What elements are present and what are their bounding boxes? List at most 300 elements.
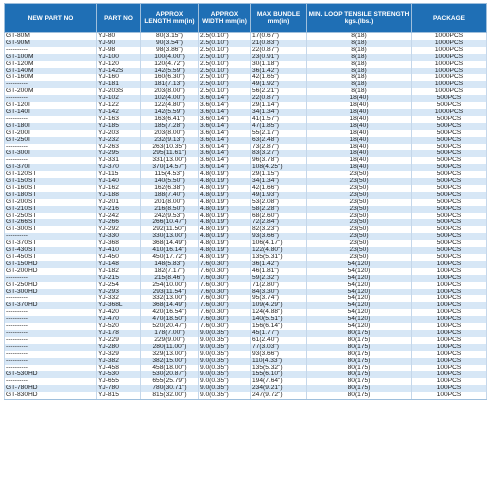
cell-max-bundle: 194(7.64") bbox=[251, 378, 307, 385]
cell-max-bundle: 58(2.28") bbox=[251, 206, 307, 213]
cell-part-no: YJ-163 bbox=[97, 116, 141, 123]
cell-new-part-no: GT-370HD bbox=[5, 302, 97, 309]
cell-tensile-strength: 18(40) bbox=[307, 130, 412, 137]
cell-tensile-strength: 18(40) bbox=[307, 102, 412, 109]
cell-width: 4.8(0.19") bbox=[199, 254, 251, 261]
cell-tensile-strength: 8(18) bbox=[307, 47, 412, 54]
cell-part-no: YJ-458 bbox=[97, 365, 141, 372]
cell-package: 500PCS bbox=[412, 192, 487, 199]
cell-length: 331(13.00") bbox=[141, 157, 199, 164]
cell-length: 100(4.00") bbox=[141, 54, 199, 61]
cell-tensile-strength: 18(40) bbox=[307, 164, 412, 171]
cell-width: 9.0(0.35") bbox=[199, 337, 251, 344]
table-row bbox=[5, 309, 487, 316]
cell-tensile-strength: 80(175) bbox=[307, 330, 412, 337]
table-row bbox=[5, 61, 487, 68]
cell-new-part-no: ---------- bbox=[5, 344, 97, 351]
cell-new-part-no: GT-300ST bbox=[5, 226, 97, 233]
cell-length: 254(10.00") bbox=[141, 282, 199, 289]
cell-max-bundle: 23(0.91") bbox=[251, 54, 307, 61]
cell-max-bundle: 135(5.31") bbox=[251, 254, 307, 261]
cell-part-no: YJ-293 bbox=[97, 289, 141, 296]
cell-package: 100PCS bbox=[412, 282, 487, 289]
cell-tensile-strength: 80(175) bbox=[307, 385, 412, 392]
cell-width: 9.0(0.35") bbox=[199, 378, 251, 385]
cell-tensile-strength: 23(50) bbox=[307, 213, 412, 220]
table-row bbox=[5, 40, 487, 47]
cell-length: 458(18.00") bbox=[141, 365, 199, 372]
cell-width: 4.8(0.19") bbox=[199, 219, 251, 226]
cell-width: 2.5(0.10") bbox=[199, 54, 251, 61]
cell-max-bundle: 71(2.80") bbox=[251, 282, 307, 289]
table-row bbox=[5, 254, 487, 261]
table-row bbox=[5, 74, 487, 81]
cell-new-part-no: GT-140I bbox=[5, 109, 97, 116]
cell-package: 100PCS bbox=[412, 365, 487, 372]
cell-new-part-no: ---------- bbox=[5, 47, 97, 54]
cell-part-no: YJ-98 bbox=[97, 47, 141, 54]
cell-length: 330(13.00") bbox=[141, 233, 199, 240]
cell-package: 500PCS bbox=[412, 157, 487, 164]
cell-tensile-strength: 23(50) bbox=[307, 219, 412, 226]
cell-part-no: YJ-216 bbox=[97, 206, 141, 213]
cell-width: 3.6(0.14") bbox=[199, 137, 251, 144]
cell-max-bundle: 73(2.87") bbox=[251, 144, 307, 151]
cell-new-part-no: GT-530HD bbox=[5, 371, 97, 378]
cell-package: 100PCS bbox=[412, 392, 487, 399]
cell-new-part-no: ---------- bbox=[5, 351, 97, 358]
cell-width: 9.0(0.35") bbox=[199, 358, 251, 365]
cell-tensile-strength: 18(40) bbox=[307, 157, 412, 164]
header-length: APPROX LENGTH mm(in) bbox=[141, 4, 199, 33]
cell-part-no: YJ-148 bbox=[97, 261, 141, 268]
cell-max-bundle: 68(2.60") bbox=[251, 213, 307, 220]
cell-tensile-strength: 23(50) bbox=[307, 206, 412, 213]
cell-length: 140(5.50") bbox=[141, 178, 199, 185]
cell-width: 3.6(0.14") bbox=[199, 164, 251, 171]
cell-width: 3.6(0.14") bbox=[199, 130, 251, 137]
table-row bbox=[5, 337, 487, 344]
cell-tensile-strength: 80(175) bbox=[307, 378, 412, 385]
cell-width: 4.8(0.19") bbox=[199, 233, 251, 240]
cell-part-no: YJ-815 bbox=[97, 392, 141, 399]
cell-max-bundle: 109(4.29") bbox=[251, 302, 307, 309]
cell-tensile-strength: 54(120) bbox=[307, 282, 412, 289]
cell-package: 500PCS bbox=[412, 240, 487, 247]
cell-new-part-no: ---------- bbox=[5, 81, 97, 88]
cell-new-part-no: GT-200I bbox=[5, 130, 97, 137]
cell-new-part-no: GT-266ST bbox=[5, 219, 97, 226]
cell-new-part-no: GT-160ST bbox=[5, 185, 97, 192]
cell-max-bundle: 122(4.80") bbox=[251, 247, 307, 254]
cell-package: 500PCS bbox=[412, 233, 487, 240]
cell-max-bundle: 36(1.42") bbox=[251, 261, 307, 268]
cell-package: 100PCS bbox=[412, 323, 487, 330]
cell-tensile-strength: 54(120) bbox=[307, 302, 412, 309]
table-row bbox=[5, 240, 487, 247]
cell-new-part-no: GT-80M bbox=[5, 33, 97, 40]
cell-new-part-no: GT-210ST bbox=[5, 206, 97, 213]
cell-tensile-strength: 23(50) bbox=[307, 199, 412, 206]
cell-width: 2.5(0.10") bbox=[199, 47, 251, 54]
cell-max-bundle: 155(6.10") bbox=[251, 371, 307, 378]
cell-new-part-no: ---------- bbox=[5, 116, 97, 123]
cell-length: 215(8.46") bbox=[141, 275, 199, 282]
cell-max-bundle: 36(1.42") bbox=[251, 68, 307, 75]
cell-tensile-strength: 54(120) bbox=[307, 289, 412, 296]
cell-new-part-no: GT-200ST bbox=[5, 199, 97, 206]
cell-part-no: YJ-332 bbox=[97, 295, 141, 302]
cell-length: 420(16.54") bbox=[141, 309, 199, 316]
cell-new-part-no: GT-250ST bbox=[5, 213, 97, 220]
cell-new-part-no: GT-300HD bbox=[5, 289, 97, 296]
cell-package: 100PCS bbox=[412, 371, 487, 378]
cell-new-part-no: GT-100M bbox=[5, 54, 97, 61]
table-row bbox=[5, 130, 487, 137]
cell-new-part-no: GT-120I bbox=[5, 102, 97, 109]
cell-length: 182(7.17") bbox=[141, 268, 199, 275]
cell-part-no: YJ-181 bbox=[97, 81, 141, 88]
cell-width: 2.5(0.10") bbox=[199, 74, 251, 81]
cell-package: 500PCS bbox=[412, 171, 487, 178]
cell-tensile-strength: 54(120) bbox=[307, 316, 412, 323]
table-row bbox=[5, 150, 487, 157]
table-row bbox=[5, 54, 487, 61]
table-row bbox=[5, 371, 487, 378]
cell-tensile-strength: 8(18) bbox=[307, 74, 412, 81]
cell-max-bundle: 55(2.17") bbox=[251, 130, 307, 137]
table-row bbox=[5, 88, 487, 95]
cell-tensile-strength: 80(175) bbox=[307, 392, 412, 399]
cell-package: 500PCS bbox=[412, 102, 487, 109]
cell-width: 9.0(0.35") bbox=[199, 371, 251, 378]
table-row bbox=[5, 392, 487, 399]
cell-length: 98(3.86") bbox=[141, 47, 199, 54]
cell-new-part-no: ---------- bbox=[5, 295, 97, 302]
cell-tensile-strength: 18(40) bbox=[307, 144, 412, 151]
cell-width: 9.0(0.35") bbox=[199, 365, 251, 372]
cell-width: 7.6(0.30") bbox=[199, 295, 251, 302]
table-row bbox=[5, 123, 487, 130]
cell-new-part-no: GT-250I bbox=[5, 137, 97, 144]
cell-new-part-no: ---------- bbox=[5, 157, 97, 164]
cell-tensile-strength: 23(50) bbox=[307, 247, 412, 254]
table-row bbox=[5, 261, 487, 268]
cell-length: 293(11.54") bbox=[141, 289, 199, 296]
cell-new-part-no: ---------- bbox=[5, 95, 97, 102]
cell-length: 185(7.28") bbox=[141, 123, 199, 130]
table-row bbox=[5, 330, 487, 337]
cell-part-no: YJ-370 bbox=[97, 164, 141, 171]
cell-new-part-no: ---------- bbox=[5, 275, 97, 282]
table-row bbox=[5, 199, 487, 206]
cell-width: 3.6(0.14") bbox=[199, 116, 251, 123]
cell-max-bundle: 84(3.30") bbox=[251, 289, 307, 296]
cell-tensile-strength: 18(40) bbox=[307, 123, 412, 130]
cell-part-no: YJ-120 bbox=[97, 61, 141, 68]
cell-new-part-no: ---------- bbox=[5, 144, 97, 151]
header-part-no: PART NO bbox=[97, 4, 141, 33]
table-row bbox=[5, 268, 487, 275]
cell-package: 100PCS bbox=[412, 309, 487, 316]
cell-tensile-strength: 8(18) bbox=[307, 61, 412, 68]
cell-length: 142(5.59") bbox=[141, 109, 199, 116]
cell-max-bundle: 82(3.23") bbox=[251, 226, 307, 233]
cell-part-no: YJ-330 bbox=[97, 233, 141, 240]
cell-new-part-no: GT-370I bbox=[5, 164, 97, 171]
cell-length: 115(4.53") bbox=[141, 171, 199, 178]
cell-part-no: YJ-420 bbox=[97, 309, 141, 316]
cell-length: 368(14.49") bbox=[141, 240, 199, 247]
cell-package: 500PCS bbox=[412, 137, 487, 144]
table-row bbox=[5, 295, 487, 302]
cell-part-no: YJ-280 bbox=[97, 344, 141, 351]
cell-part-no: YJ-115 bbox=[97, 171, 141, 178]
cell-part-no: YJ-470 bbox=[97, 316, 141, 323]
cell-tensile-strength: 54(120) bbox=[307, 323, 412, 330]
cell-max-bundle: 124(4.88") bbox=[251, 309, 307, 316]
cell-length: 370(14.57") bbox=[141, 164, 199, 171]
cell-package: 500PCS bbox=[412, 123, 487, 130]
cell-max-bundle: 95(3.74") bbox=[251, 295, 307, 302]
cell-part-no: YJ-254 bbox=[97, 282, 141, 289]
cell-max-bundle: 93(3.66") bbox=[251, 351, 307, 358]
cell-package: 1000PCS bbox=[412, 47, 487, 54]
table-row bbox=[5, 206, 487, 213]
table-row bbox=[5, 95, 487, 102]
cell-max-bundle: 135(5.32") bbox=[251, 365, 307, 372]
cell-new-part-no: GT-250HD bbox=[5, 282, 97, 289]
table-row bbox=[5, 358, 487, 365]
cell-part-no: YJ-203 bbox=[97, 130, 141, 137]
cell-tensile-strength: 18(40) bbox=[307, 150, 412, 157]
table-row bbox=[5, 365, 487, 372]
cell-max-bundle: 234(9.21") bbox=[251, 385, 307, 392]
table-row bbox=[5, 213, 487, 220]
cell-part-no: YJ-160 bbox=[97, 74, 141, 81]
cell-tensile-strength: 23(50) bbox=[307, 240, 412, 247]
cell-part-no: YJ-80 bbox=[97, 33, 141, 40]
cell-length: 232(9.13") bbox=[141, 137, 199, 144]
cell-max-bundle: 247(9.72") bbox=[251, 392, 307, 399]
cell-max-bundle: 17(0.67") bbox=[251, 33, 307, 40]
cell-tensile-strength: 54(120) bbox=[307, 275, 412, 282]
cell-tensile-strength: 8(18) bbox=[307, 40, 412, 47]
cell-max-bundle: 42(1.66") bbox=[251, 185, 307, 192]
cell-part-no: YJ-410 bbox=[97, 247, 141, 254]
cell-width: 3.6(0.14") bbox=[199, 102, 251, 109]
cell-package: 500PCS bbox=[412, 144, 487, 151]
cell-max-bundle: 47(1.85") bbox=[251, 123, 307, 130]
cell-part-no: YJ-780 bbox=[97, 385, 141, 392]
cell-width: 7.6(0.30") bbox=[199, 309, 251, 316]
cell-width: 3.6(0.14") bbox=[199, 109, 251, 116]
cell-new-part-no: ---------- bbox=[5, 316, 97, 323]
table-row bbox=[5, 192, 487, 199]
cell-package: 500PCS bbox=[412, 199, 487, 206]
cell-max-bundle: 22(0.87") bbox=[251, 47, 307, 54]
table-row bbox=[5, 323, 487, 330]
table-row bbox=[5, 171, 487, 178]
cell-package: 100PCS bbox=[412, 295, 487, 302]
cell-part-no: YJ-232 bbox=[97, 137, 141, 144]
cell-length: 229(9.00") bbox=[141, 337, 199, 344]
cell-width: 9.0(0.35") bbox=[199, 351, 251, 358]
table-row bbox=[5, 275, 487, 282]
table-row bbox=[5, 81, 487, 88]
cell-package: 1000PCS bbox=[412, 81, 487, 88]
spec-table-container bbox=[4, 3, 486, 400]
cell-width: 4.8(0.19") bbox=[199, 171, 251, 178]
table-row bbox=[5, 185, 487, 192]
cell-length: 242(9.53") bbox=[141, 213, 199, 220]
cell-tensile-strength: 18(40) bbox=[307, 109, 412, 116]
cell-package: 500PCS bbox=[412, 226, 487, 233]
cell-package: 500PCS bbox=[412, 116, 487, 123]
table-row bbox=[5, 316, 487, 323]
cell-max-bundle: 30(1.18") bbox=[251, 61, 307, 68]
table-row bbox=[5, 247, 487, 254]
table-row bbox=[5, 344, 487, 351]
table-row bbox=[5, 68, 487, 75]
cell-length: 295(11.61") bbox=[141, 150, 199, 157]
header-max-bundle: MAX BUNDLE mm(in) bbox=[251, 4, 307, 33]
cell-part-no: YJ-242 bbox=[97, 213, 141, 220]
cell-length: 382(15.00") bbox=[141, 358, 199, 365]
cell-length: 142(5.59") bbox=[141, 68, 199, 75]
cell-max-bundle: 56(2.21") bbox=[251, 88, 307, 95]
cell-width: 2.5(0.10") bbox=[199, 33, 251, 40]
header-tensile-strength: MIN. LOOP TENSILE STRENGTH kgs.(lbs.) bbox=[307, 4, 412, 33]
cell-tensile-strength: 8(18) bbox=[307, 68, 412, 75]
cell-part-no: YJ-382 bbox=[97, 358, 141, 365]
cell-width: 7.6(0.30") bbox=[199, 316, 251, 323]
cell-length: 181(7.13") bbox=[141, 81, 199, 88]
cell-width: 4.8(0.19") bbox=[199, 247, 251, 254]
header-new-part-no: NEW PART NO bbox=[5, 4, 97, 33]
cell-tensile-strength: 54(120) bbox=[307, 268, 412, 275]
cell-width: 2.5(0.10") bbox=[199, 40, 251, 47]
cell-part-no: YJ-90 bbox=[97, 40, 141, 47]
cell-length: 80(3.15") bbox=[141, 33, 199, 40]
cell-width: 9.0(0.35") bbox=[199, 392, 251, 399]
cell-length: 203(8.00") bbox=[141, 88, 199, 95]
cell-length: 148(5.83") bbox=[141, 261, 199, 268]
cell-width: 4.8(0.19") bbox=[199, 213, 251, 220]
cell-new-part-no: ---------- bbox=[5, 337, 97, 344]
cell-new-part-no: GT-150HD bbox=[5, 261, 97, 268]
cell-max-bundle: 45(1.77") bbox=[251, 330, 307, 337]
cell-package: 100PCS bbox=[412, 344, 487, 351]
cell-length: 162(6.38") bbox=[141, 185, 199, 192]
cell-length: 329(13.00") bbox=[141, 351, 199, 358]
cell-part-no: YJ-142S bbox=[97, 68, 141, 75]
table-row bbox=[5, 33, 487, 40]
cell-tensile-strength: 80(175) bbox=[307, 344, 412, 351]
cell-part-no: YJ-188 bbox=[97, 192, 141, 199]
cell-width: 9.0(0.35") bbox=[199, 330, 251, 337]
cell-width: 2.5(0.10") bbox=[199, 61, 251, 68]
cell-package: 500PCS bbox=[412, 219, 487, 226]
cell-max-bundle: 49(1.93") bbox=[251, 192, 307, 199]
cell-length: 280(11.00") bbox=[141, 344, 199, 351]
cell-width: 7.6(0.30") bbox=[199, 302, 251, 309]
cell-part-no: YJ-329 bbox=[97, 351, 141, 358]
cell-new-part-no: ---------- bbox=[5, 309, 97, 316]
cell-new-part-no: GT-200HD bbox=[5, 268, 97, 275]
cell-part-no: YJ-530 bbox=[97, 371, 141, 378]
cell-length: 530(20.87") bbox=[141, 371, 199, 378]
cell-new-part-no: GT-140M bbox=[5, 68, 97, 75]
cell-package: 500PCS bbox=[412, 247, 487, 254]
cell-new-part-no: GT-300I bbox=[5, 150, 97, 157]
cell-package: 500PCS bbox=[412, 150, 487, 157]
cell-width: 4.8(0.19") bbox=[199, 178, 251, 185]
header-package: PACKAGE bbox=[412, 4, 487, 33]
cell-new-part-no: ---------- bbox=[5, 323, 97, 330]
cell-max-bundle: 108(4.25") bbox=[251, 164, 307, 171]
cell-part-no: YJ-655 bbox=[97, 378, 141, 385]
cell-max-bundle: 42(1.65") bbox=[251, 74, 307, 81]
cell-part-no: YJ-178 bbox=[97, 330, 141, 337]
cell-tensile-strength: 54(120) bbox=[307, 261, 412, 268]
cell-part-no: YJ-266 bbox=[97, 219, 141, 226]
cell-width: 7.6(0.30") bbox=[199, 289, 251, 296]
cell-length: 216(8.50") bbox=[141, 206, 199, 213]
cell-max-bundle: 93(3.66") bbox=[251, 233, 307, 240]
cell-length: 655(25.79") bbox=[141, 378, 199, 385]
cell-new-part-no: GT-830HD bbox=[5, 392, 97, 399]
cell-package: 100PCS bbox=[412, 385, 487, 392]
cell-length: 368(14.49") bbox=[141, 302, 199, 309]
cell-max-bundle: 22(0.87") bbox=[251, 95, 307, 102]
cell-package: 100PCS bbox=[412, 261, 487, 268]
cell-max-bundle: 156(6.14") bbox=[251, 323, 307, 330]
cell-part-no: YJ-215 bbox=[97, 275, 141, 282]
cell-max-bundle: 41(1.57") bbox=[251, 116, 307, 123]
cell-part-no: YJ-185 bbox=[97, 123, 141, 130]
cell-part-no: YJ-122 bbox=[97, 102, 141, 109]
cell-length: 120(4.72") bbox=[141, 61, 199, 68]
table-row bbox=[5, 102, 487, 109]
cell-part-no: YJ-162 bbox=[97, 185, 141, 192]
cell-part-no: YJ-292 bbox=[97, 226, 141, 233]
cell-width: 3.6(0.14") bbox=[199, 144, 251, 151]
cell-tensile-strength: 54(120) bbox=[307, 309, 412, 316]
table-row bbox=[5, 144, 487, 151]
cell-package: 500PCS bbox=[412, 95, 487, 102]
cell-length: 520(20.47") bbox=[141, 323, 199, 330]
cell-new-part-no: GT-120ST bbox=[5, 171, 97, 178]
cell-new-part-no: ---------- bbox=[5, 233, 97, 240]
table-row bbox=[5, 219, 487, 226]
cell-length: 266(10.47") bbox=[141, 219, 199, 226]
cell-tensile-strength: 80(175) bbox=[307, 337, 412, 344]
cell-max-bundle: 61(2.40") bbox=[251, 337, 307, 344]
cell-width: 7.6(0.30") bbox=[199, 275, 251, 282]
cell-part-no: YJ-331 bbox=[97, 157, 141, 164]
cell-package: 1000PCS bbox=[412, 74, 487, 81]
cell-width: 3.6(0.14") bbox=[199, 95, 251, 102]
table-row bbox=[5, 302, 487, 309]
cell-new-part-no: GT-370ST bbox=[5, 240, 97, 247]
cell-package: 100PCS bbox=[412, 275, 487, 282]
cell-tensile-strength: 18(40) bbox=[307, 95, 412, 102]
cell-width: 4.8(0.19") bbox=[199, 199, 251, 206]
cell-max-bundle: 106(4.17") bbox=[251, 240, 307, 247]
cable-tie-spec-table bbox=[4, 3, 487, 400]
cell-package: 100PCS bbox=[412, 268, 487, 275]
